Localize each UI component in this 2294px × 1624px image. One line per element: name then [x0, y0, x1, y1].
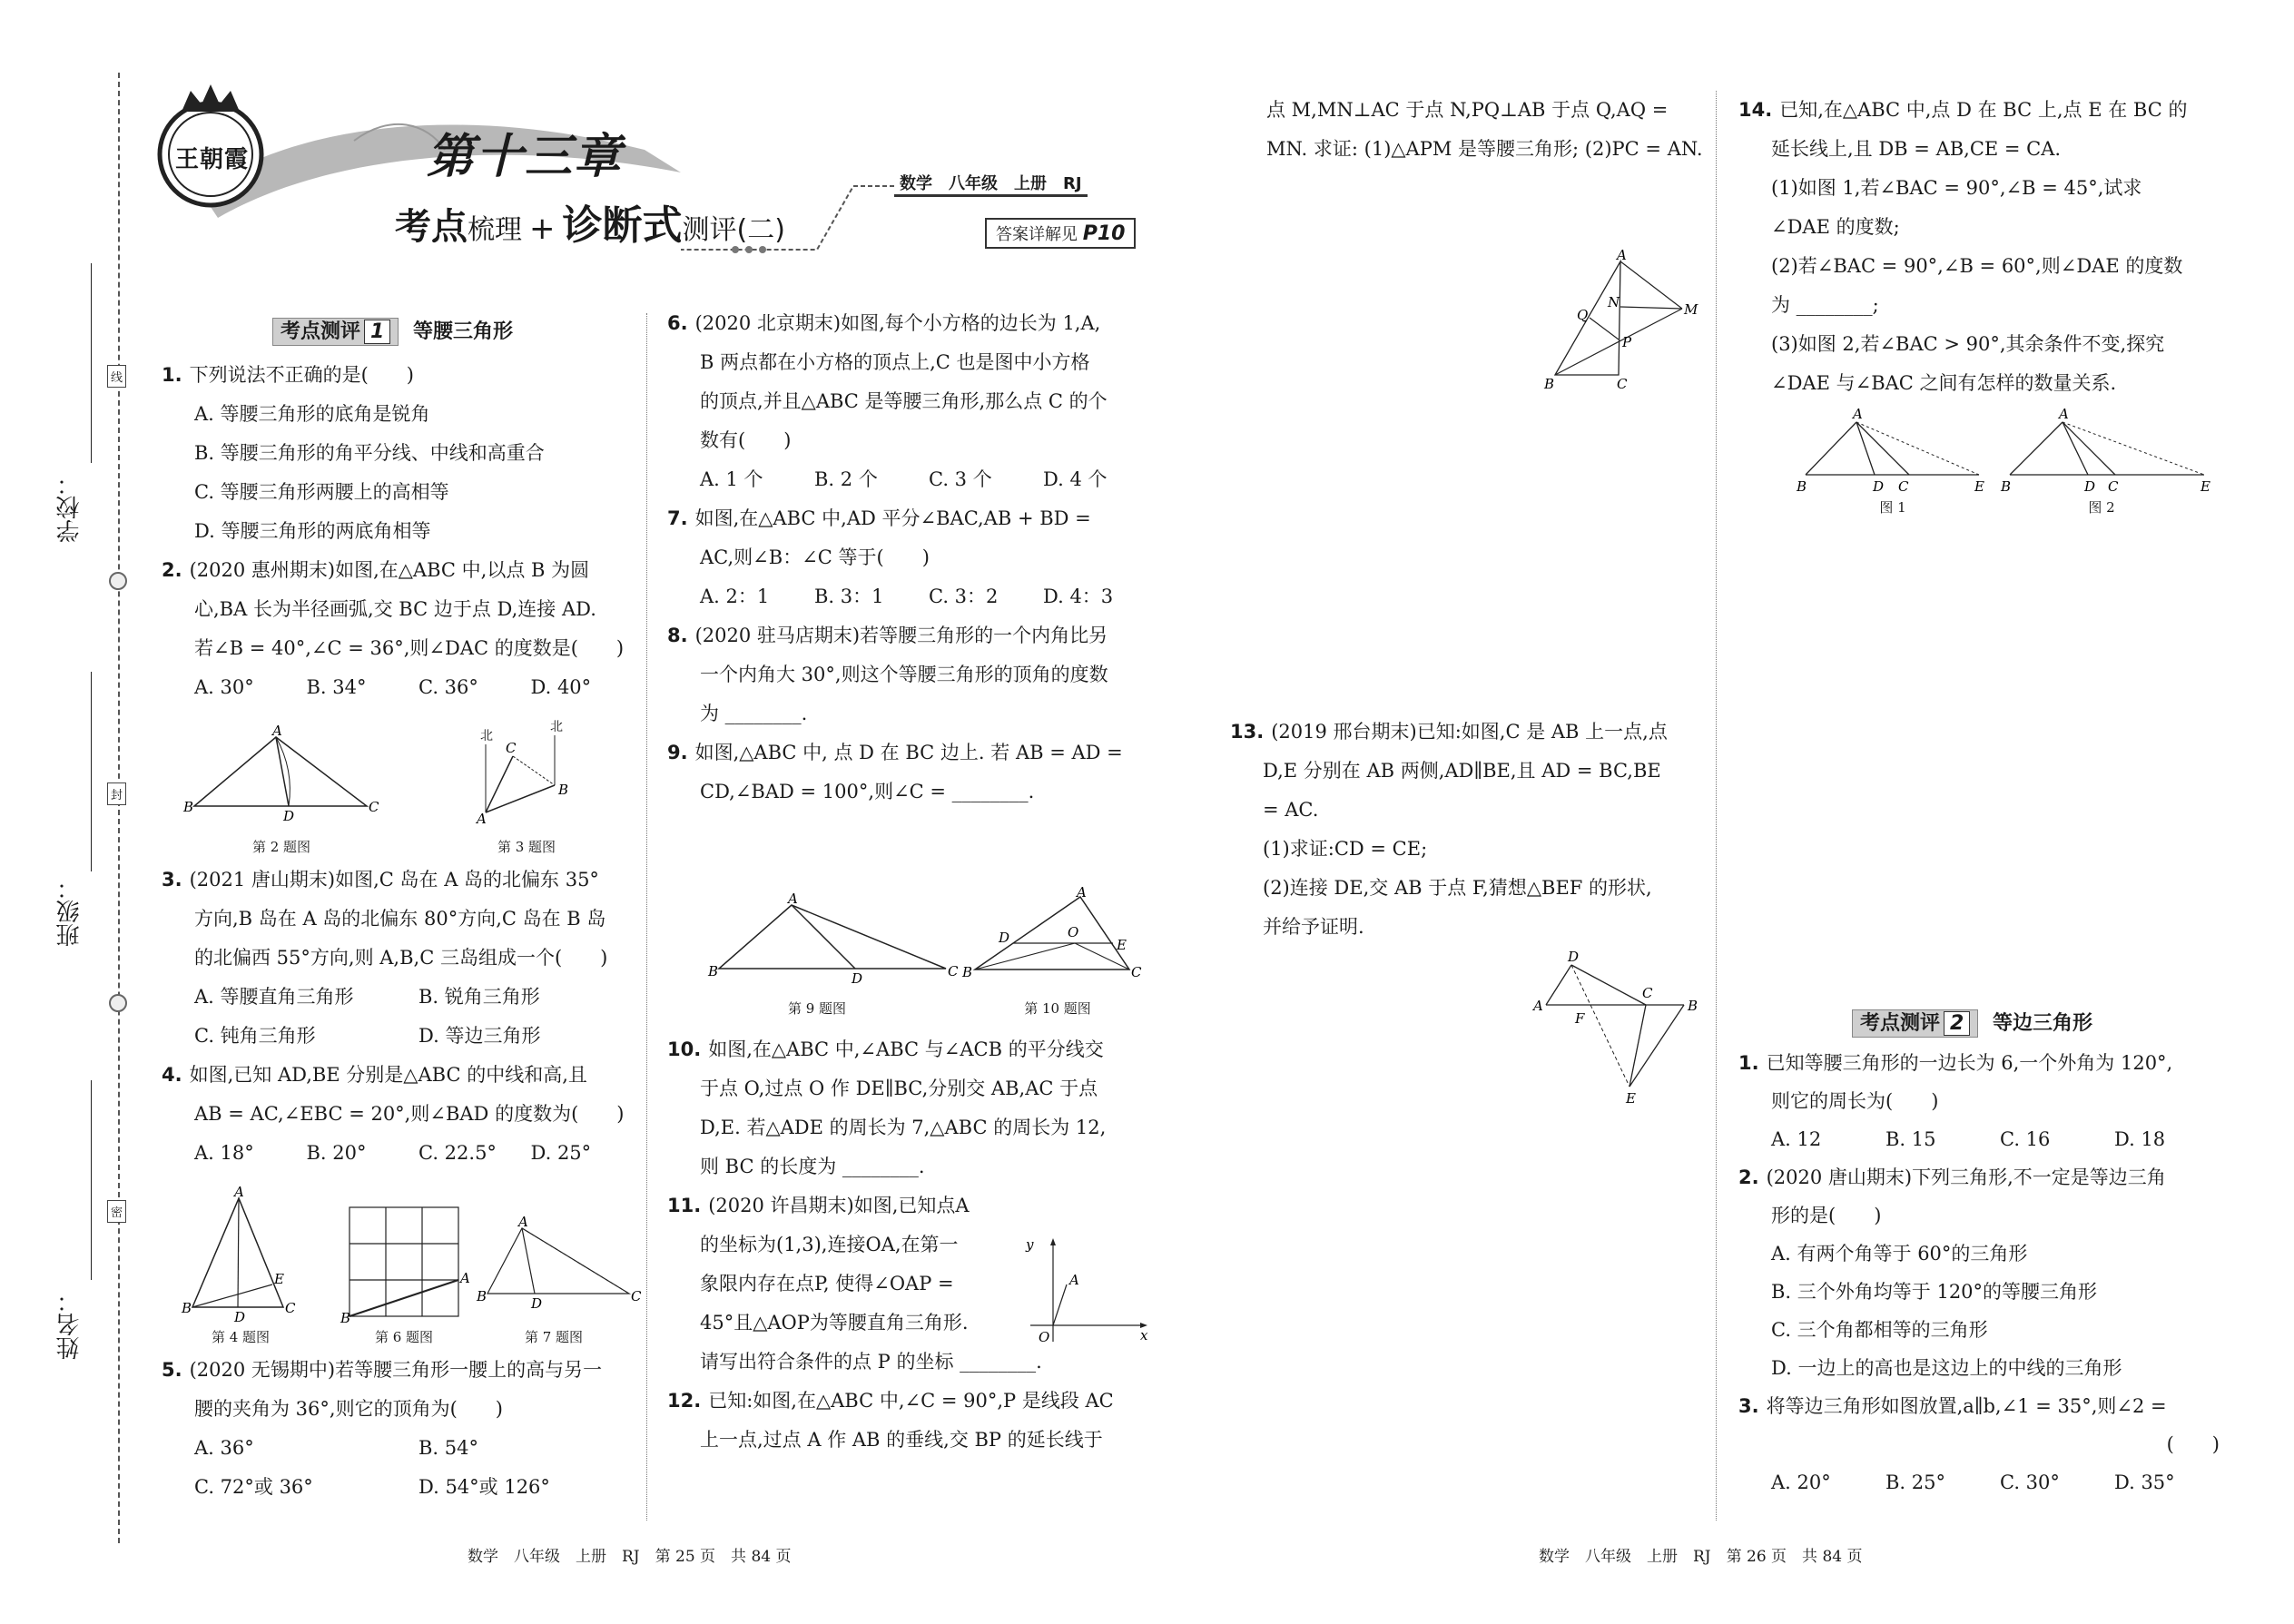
question-stem: D,E 分别在 AB 两侧,AD∥BE,且 AD = BC,BE	[1263, 760, 1661, 782]
question-number: 6.	[667, 312, 688, 334]
question-stem: 45°且△AOP为等腰直角三角形.	[700, 1312, 969, 1334]
option-a: A. 20°	[1771, 1471, 1831, 1493]
svg-text:C: C	[1898, 478, 1909, 495]
svg-text:E: E	[1626, 1090, 1636, 1107]
question-number: 14.	[1738, 99, 1773, 121]
svg-text:B: B	[962, 964, 973, 980]
svg-text:A: A	[234, 1184, 244, 1200]
question-number: 4.	[162, 1064, 182, 1086]
section-2-label: 考点测评	[1860, 1012, 1941, 1035]
question-stem: (1)求证:CD = CE;	[1263, 838, 1428, 860]
option-d: D. 54°或 126°	[418, 1476, 550, 1498]
question-stem: 的坐标为(1,3),连接OA,在第一	[700, 1234, 959, 1255]
svg-text:C: C	[2108, 478, 2119, 495]
seal-mark-3: 密	[107, 1200, 126, 1223]
question-10	[667, 1030, 1157, 1186]
eq-question-1	[1738, 1044, 2229, 1158]
column-divider	[646, 313, 647, 1521]
question-stem: 如图,在△ABC 中,∠ABC 与∠ACB 的平分线交	[708, 1038, 1104, 1060]
option-b: B. 三个外角均等于 120°的等腰三角形	[1771, 1281, 2098, 1303]
question-6	[667, 304, 1157, 499]
question-number: 11.	[667, 1195, 702, 1216]
title-part-e: 测评(二)	[682, 214, 785, 246]
question-stem: 方向,B 岛在 A 岛的北偏东 80°方向,C 岛在 B 岛	[194, 908, 606, 930]
svg-text:A: A	[518, 1214, 528, 1230]
question-4	[162, 1056, 643, 1173]
svg-text:B: B	[1797, 478, 1807, 495]
title-part-a: 考点	[395, 206, 468, 248]
svg-text:D: D	[531, 1295, 543, 1312]
option-d: D. 35°	[2114, 1471, 2175, 1493]
figure-q13	[1530, 949, 1711, 1112]
question-number: 12.	[667, 1390, 702, 1412]
question-stem: 若∠B = 40°,∠C = 36°,则∠DAC 的度数是( )	[194, 637, 625, 659]
svg-text:C: C	[369, 799, 379, 815]
svg-text:C: C	[631, 1288, 642, 1304]
question-stem: (2020 惠州期末)如图,在△ABC 中,以点 B 为圆	[189, 559, 590, 581]
svg-text:A: A	[1853, 406, 1863, 422]
eq-question-3	[1738, 1387, 2229, 1501]
question-stem: 则 BC 的长度为 ________.	[700, 1156, 925, 1177]
question-stem: (3)如图 2,若∠BAC > 90°,其余条件不变,探究	[1771, 333, 2165, 355]
question-stem: 数有( )	[700, 429, 792, 451]
question-1	[162, 356, 643, 551]
option-b: B. 15	[1885, 1128, 1936, 1150]
option-c: C. 36°	[418, 676, 478, 698]
svg-text:B: B	[477, 1288, 487, 1304]
question-stem: (2020 唐山期末)下列三角形,不一定是等边三角	[1766, 1166, 2166, 1188]
section-1-number: 1	[364, 320, 390, 344]
svg-text:D: D	[283, 808, 295, 824]
svg-text:A: A	[1069, 1272, 1079, 1288]
caption-fig1: 图 1	[1879, 499, 1906, 516]
svg-text:B: B	[708, 963, 719, 979]
question-number: 7.	[667, 507, 688, 529]
column-1-lower	[162, 861, 643, 1173]
option-a: A. 12	[1771, 1128, 1822, 1150]
option-d: D. 一边上的高也是这边上的中线的三角形	[1771, 1357, 2122, 1379]
question-number: 2.	[162, 559, 182, 581]
column-4-lower	[1738, 1044, 2229, 1501]
caption-q3: 第 3 题图	[497, 839, 556, 855]
figure-q11-axes	[1026, 1235, 1153, 1353]
svg-text:A: A	[460, 1270, 470, 1286]
option-d: D. 4：3	[1043, 586, 1114, 607]
seal-mark-2: 封	[107, 782, 126, 805]
question-stem: 腰的夹角为 36°,则它的顶角为( )	[194, 1398, 503, 1420]
north-label: 北	[550, 720, 563, 734]
option-b: B. 2 个	[814, 468, 878, 490]
column-1	[162, 356, 643, 707]
question-number: 2.	[1738, 1166, 1759, 1188]
caption-q9: 第 9 题图	[787, 1000, 847, 1017]
svg-text:B: B	[1688, 998, 1698, 1014]
question-stem: 形的是( )	[1771, 1205, 1882, 1226]
svg-text:P: P	[1622, 334, 1632, 350]
svg-text:A: A	[272, 723, 282, 739]
svg-text:A: A	[2059, 406, 2069, 422]
svg-text:B: B	[558, 782, 569, 798]
option-c: C. 16	[2000, 1128, 2051, 1150]
hole-icon	[109, 994, 127, 1012]
option-c: C. 30°	[2000, 1471, 2060, 1493]
svg-text:B: B	[1544, 376, 1555, 392]
svg-text:D: D	[1873, 478, 1885, 495]
svg-text:E: E	[274, 1271, 284, 1287]
option-b: B. 54°	[418, 1437, 479, 1459]
answer-ref-box	[985, 218, 1136, 249]
svg-text:N: N	[1608, 294, 1620, 310]
option-a: A. 1 个	[700, 468, 763, 490]
section-2-header	[1852, 1008, 2092, 1036]
question-8	[667, 616, 1157, 733]
question-stem: 点 M,MN⊥AC 于点 N,PQ⊥AB 于点 Q,AQ =	[1266, 99, 1669, 121]
svg-text:B: B	[183, 799, 194, 815]
question-stem: 为 ________;	[1771, 294, 1879, 316]
option-b: B. 34°	[306, 676, 367, 698]
eq-question-2	[1738, 1158, 2229, 1387]
option-a: A. 2：1	[700, 586, 770, 607]
figure-q14-2	[1997, 404, 2215, 495]
option-a: A. 36°	[194, 1437, 254, 1459]
option-b: B. 25°	[1885, 1471, 1946, 1493]
section-2-number: 2	[1944, 1011, 1970, 1036]
figure-q4	[180, 1184, 307, 1325]
svg-text:x: x	[1140, 1327, 1148, 1343]
svg-text:D: D	[852, 970, 863, 987]
option-d: D. 18	[2114, 1128, 2166, 1150]
svg-text:A: A	[788, 891, 798, 907]
caption-q4: 第 4 题图	[211, 1329, 271, 1345]
svg-text:D: D	[234, 1309, 246, 1325]
question-13	[1230, 713, 1711, 947]
question-stem: 将等边三角形如图放置,a∥b,∠1 = 35°,则∠2 =	[1766, 1395, 2167, 1417]
question-number: 10.	[667, 1038, 702, 1060]
option-c: C. 钝角三角形	[194, 1025, 316, 1047]
question-stem: 请写出符合条件的点 P 的坐标 ________.	[700, 1351, 1042, 1373]
question-stem: 延长线上,且 DB = AB,CE = CA.	[1771, 138, 2062, 160]
question-stem: 的顶点,并且△ABC 是等腰三角形,那么点 C 的个	[700, 390, 1108, 412]
footer-left: 数学 八年级 上册 RJ 第 25 页 共 84 页	[468, 1548, 792, 1566]
question-stem: ( )	[2166, 1433, 2220, 1455]
column-1-bottom	[162, 1351, 643, 1507]
question-stem: 上一点,过点 A 作 AB 的垂线,交 BP 的延长线于	[700, 1429, 1103, 1451]
question-14	[1738, 91, 2229, 403]
svg-text:D: D	[999, 930, 1010, 946]
option-b: B. 3：1	[814, 586, 884, 607]
svg-text:C: C	[506, 740, 517, 756]
option-c: C. 3 个	[929, 468, 992, 490]
svg-text:A: A	[1077, 884, 1087, 901]
svg-text:B: B	[2001, 478, 2012, 495]
question-stem: 已知,在△ABC 中,点 D 在 BC 上,点 E 在 BC 的	[1779, 99, 2188, 121]
question-stem: 心,BA 长为半径画弧,交 BC 边于点 D,连接 AD.	[194, 598, 596, 620]
svg-text:O: O	[1039, 1329, 1050, 1345]
title-part-c: +	[529, 211, 556, 247]
svg-text:C: C	[948, 963, 959, 979]
subject-tag: 数学 八年级 上册 RJ	[894, 171, 1088, 197]
school-label: 学校：	[56, 472, 84, 543]
question-stem: (2020 无锡期中)若等腰三角形一腰上的高与另一	[189, 1359, 603, 1381]
question-stem: 如图,△ABC 中, 点 D 在 BC 边上. 若 AB = AD =	[694, 742, 1123, 763]
question-number: 13.	[1230, 721, 1265, 743]
question-3	[162, 861, 643, 1056]
column-3-lower	[1230, 713, 1711, 947]
svg-text:E: E	[2200, 478, 2210, 495]
question-stem: (2020 驻马店期末)若等腰三角形的一个内角比另	[694, 625, 1108, 646]
answer-ref-page: P10	[1082, 222, 1126, 245]
figure-q10	[962, 884, 1144, 989]
caption-q2: 第 2 题图	[251, 839, 311, 855]
section-1-header	[272, 316, 513, 344]
school-blank	[91, 263, 92, 463]
question-stem: 则它的周长为( )	[1771, 1090, 1939, 1112]
question-stem: (2)连接 DE,交 AB 于点 F,猜想△BEF 的形状,	[1263, 877, 1652, 899]
question-stem: AC,则∠B：∠C 等于( )	[700, 546, 930, 568]
caption-q10: 第 10 题图	[1024, 1000, 1091, 1017]
question-9	[667, 733, 1157, 812]
option-a: A. 等腰直角三角形	[194, 986, 354, 1008]
option-c: C. 三个角都相等的三角形	[1771, 1319, 1988, 1341]
question-stem: AB = AC,∠EBC = 20°,则∠BAD 的度数为( )	[194, 1103, 625, 1125]
question-stem: 并给予证明.	[1263, 916, 1364, 938]
option-b: B. 20°	[306, 1142, 367, 1164]
header-deco-line	[672, 168, 908, 259]
option-c: C. 22.5°	[418, 1142, 497, 1164]
option-c: C. 3：2	[929, 586, 999, 607]
option-b: B. 等腰三角形的角平分线、中线和高重合	[194, 442, 545, 464]
option-d: D. 25°	[530, 1142, 592, 1164]
column-3	[1266, 91, 1711, 169]
question-2	[162, 551, 643, 707]
figure-q9	[708, 891, 962, 987]
chapter-title: 第十三章	[427, 130, 624, 184]
seal-mark-1: 线	[107, 365, 126, 388]
svg-text:F: F	[1575, 1010, 1585, 1027]
title-part-d: 诊断式	[562, 202, 683, 249]
question-stem: 的北偏西 55°方向,则 A,B,C 三岛组成一个( )	[194, 947, 608, 969]
option-d: D. 等腰三角形的两底角相等	[194, 520, 431, 542]
option-a: A. 有两个角等于 60°的三角形	[1771, 1243, 2028, 1265]
question-stem: = AC.	[1263, 799, 1319, 821]
question-stem: ∠DAE 与∠BAC 之间有怎样的数量关系.	[1771, 372, 2117, 394]
north-label: 北	[480, 729, 493, 743]
option-a: A. 30°	[194, 676, 254, 698]
svg-text:A: A	[1617, 247, 1627, 263]
question-5	[162, 1351, 643, 1507]
svg-text:A: A	[1533, 998, 1543, 1014]
figure-q2	[182, 723, 381, 826]
figure-q14-1	[1793, 404, 1993, 495]
question-number: 1.	[1738, 1052, 1759, 1074]
question-number: 5.	[162, 1359, 182, 1381]
option-a: A. 等腰三角形的底角是锐角	[194, 403, 430, 425]
question-number: 8.	[667, 625, 688, 646]
option-d: D. 4 个	[1043, 468, 1108, 490]
svg-text:D: D	[1568, 949, 1580, 965]
option-d: D. 40°	[530, 676, 592, 698]
svg-text:C: C	[1642, 985, 1653, 1001]
question-stem: ∠DAE 的度数;	[1771, 216, 1900, 238]
figure-q7	[477, 1214, 642, 1321]
question-stem: 一个内角大 30°,则这个等腰三角形的顶角的度数	[700, 664, 1108, 685]
question-stem: (2019 邢台期末)已知:如图,C 是 AB 上一点,点	[1271, 721, 1668, 743]
option-c: C. 72°或 36°	[194, 1476, 313, 1498]
class-label: 班级：	[56, 876, 84, 947]
question-stem: 如图,在△ABC 中,AD 平分∠BAC,AB + BD =	[694, 507, 1091, 529]
question-stem: 已知等腰三角形的一边长为 6,一个外角为 120°,	[1766, 1052, 2173, 1074]
caption-q6: 第 6 题图	[374, 1329, 434, 1345]
footer-right: 数学 八年级 上册 RJ 第 26 页 共 84 页	[1539, 1548, 1863, 1566]
question-stem: 为 ________.	[700, 703, 808, 724]
section-1-label: 考点测评	[281, 320, 361, 343]
option-c: C. 等腰三角形两腰上的高相等	[194, 481, 449, 503]
question-stem: 下列说法不正确的是( )	[189, 364, 414, 386]
column-2	[667, 304, 1157, 812]
binding-line	[118, 73, 120, 1543]
svg-text:C: C	[1131, 964, 1142, 980]
svg-text:B: B	[182, 1300, 192, 1316]
question-12	[667, 1382, 1157, 1460]
svg-text:D: D	[2084, 478, 2096, 495]
question-stem: 如图,已知 AD,BE 分别是△ABC 的中线和高,且	[189, 1064, 587, 1086]
svg-text:A: A	[477, 811, 487, 827]
column-divider	[1716, 91, 1717, 1521]
question-number: 3.	[1738, 1395, 1759, 1417]
section-2-title: 等边三角形	[1993, 1012, 2093, 1035]
option-a: A. 18°	[194, 1142, 254, 1164]
caption-fig2: 图 2	[2088, 499, 2115, 516]
svg-text:C: C	[285, 1300, 296, 1316]
svg-text:E: E	[1117, 937, 1127, 953]
name-label: 姓名：	[56, 1289, 84, 1360]
question-stem: 象限内存在点P, 使得∠OAP =	[700, 1273, 954, 1294]
logo-text: 王朝霞	[175, 146, 250, 173]
question-stem: (2)PC = AN.	[1584, 138, 1703, 160]
question-number: 9.	[667, 742, 688, 763]
question-stem: B 两点都在小方格的顶点上,C 也是图中小方格	[700, 351, 1090, 373]
question-stem: D,E. 若△ADE 的周长为 7,△ABC 的周长为 12,	[700, 1117, 1107, 1138]
question-stem: (2)若∠BAC = 90°,∠B = 60°,则∠DAE 的度数	[1771, 255, 2183, 277]
figure-q6-grid	[340, 1203, 470, 1326]
question-stem: (1)△APM 是等腰三角形;	[1364, 138, 1580, 160]
question-number: 1.	[162, 364, 182, 386]
column-4	[1738, 91, 2229, 403]
class-blank	[91, 672, 92, 871]
question-stem: (2021 唐山期末)如图,C 岛在 A 岛的北偏东 35°	[189, 869, 599, 891]
answer-ref-label: 答案详解见	[996, 225, 1078, 244]
svg-text:B: B	[340, 1310, 351, 1326]
title-part-b: 梳理	[468, 214, 522, 246]
option-d: D. 等边三角形	[418, 1025, 541, 1047]
option-b: B. 锐角三角形	[418, 986, 540, 1008]
question-stem: MN. 求证:	[1266, 138, 1358, 160]
question-stem: (2020 许昌期末)如图,已知点A	[708, 1195, 970, 1216]
question-stem: 于点 O,过点 O 作 DE∥BC,分别交 AB,AC 于点	[700, 1078, 1098, 1099]
question-stem: (2020 北京期末)如图,每个小方格的边长为 1,A,	[694, 312, 1101, 334]
name-blank	[91, 1080, 92, 1280]
figure-q12	[1539, 247, 1702, 398]
svg-text:C: C	[1617, 376, 1628, 392]
question-number: 3.	[162, 869, 182, 891]
hole-icon	[109, 572, 127, 590]
question-stem: (1)如图 1,若∠BAC = 90°,∠B = 45°,试求	[1771, 177, 2142, 199]
section-1-title: 等腰三角形	[413, 320, 514, 343]
svg-text:M: M	[1684, 301, 1698, 318]
svg-text:E: E	[1974, 478, 1984, 495]
question-7	[667, 499, 1157, 616]
svg-text:O: O	[1068, 924, 1079, 940]
question-stem: CD,∠BAD = 100°,则∠C = ________.	[700, 781, 1035, 802]
caption-q7: 第 7 题图	[524, 1329, 584, 1345]
question-stem: 已知:如图,在△ABC 中,∠C = 90°,P 是线段 AC	[708, 1390, 1114, 1412]
svg-text:Q: Q	[1577, 307, 1589, 323]
svg-text:y: y	[1026, 1236, 1034, 1253]
